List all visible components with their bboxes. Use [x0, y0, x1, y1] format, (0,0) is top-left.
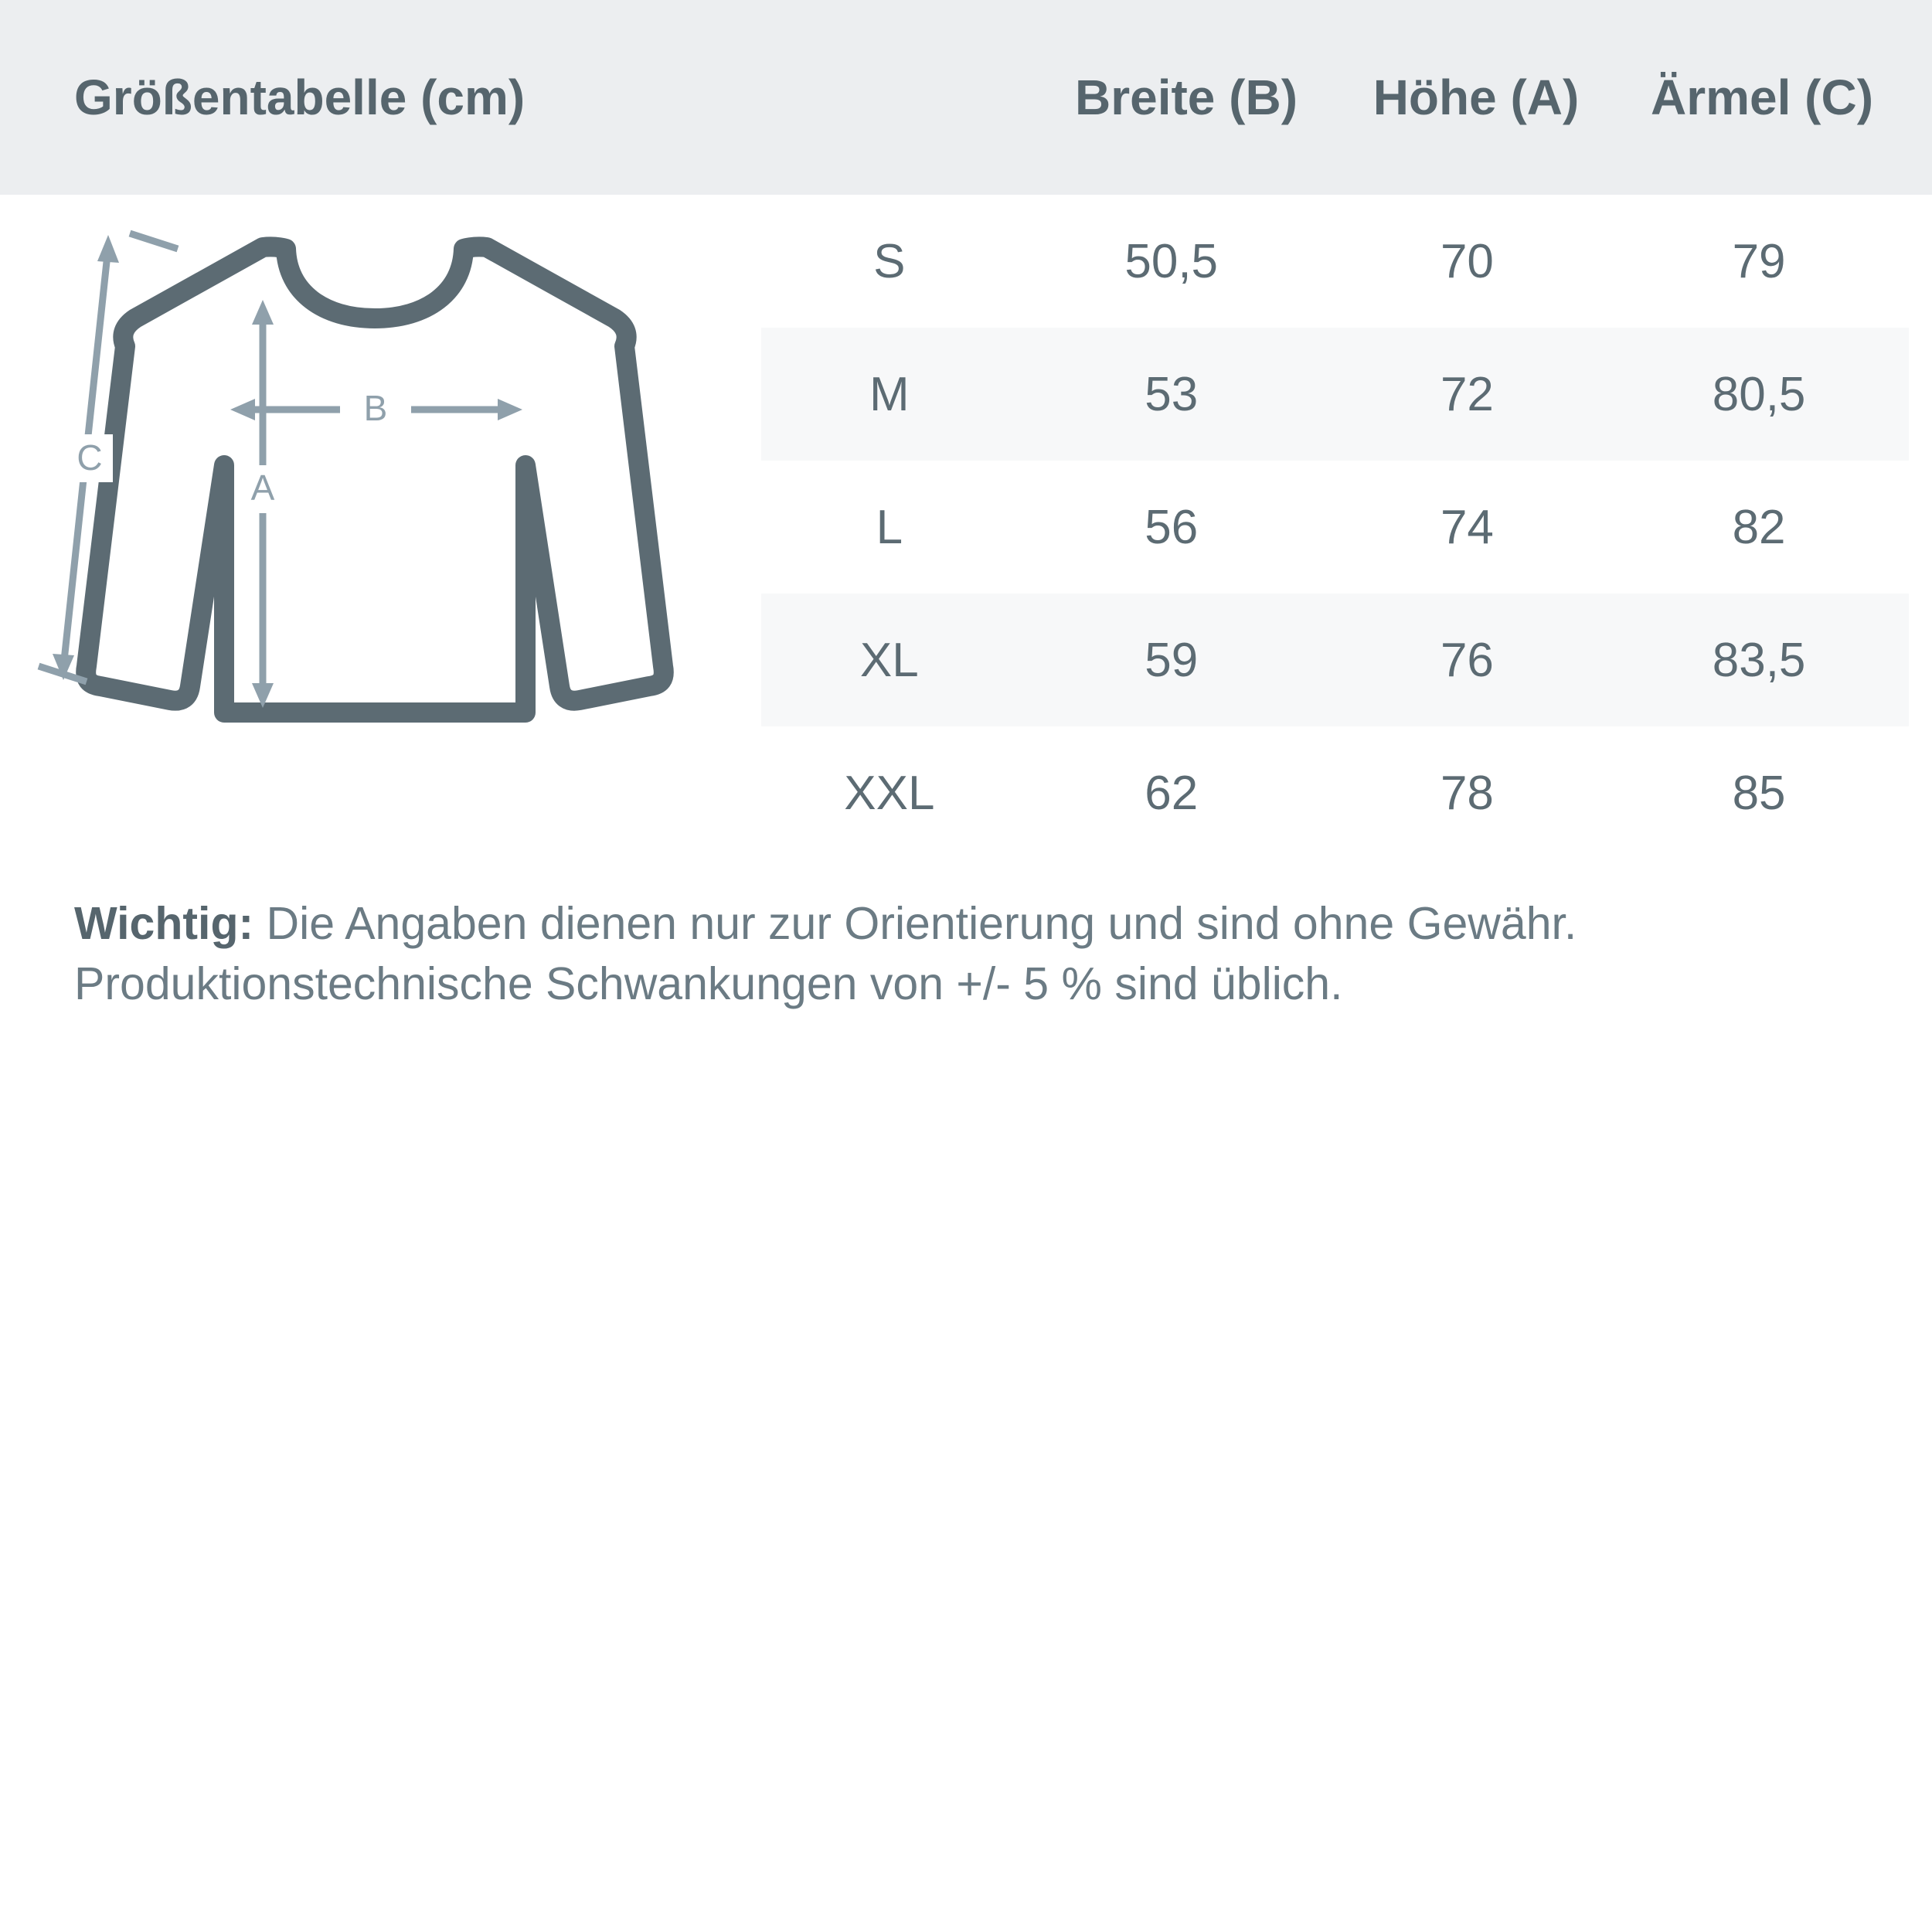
size-table [761, 195, 1909, 859]
table-row [761, 328, 1909, 461]
cell-hoehe: 72 [1325, 328, 1609, 461]
cell-breite: 56 [1145, 500, 1199, 554]
header-column-group [1036, 69, 1932, 126]
cell-aermel: 85 [1732, 766, 1786, 820]
cell-hoehe: 74 [1440, 500, 1494, 554]
cell-size: XL [761, 594, 1018, 726]
cell-aermel: 80,5 [1609, 328, 1909, 461]
column-header-hoehe: Höhe (A) [1372, 70, 1580, 125]
cell-hoehe: 76 [1325, 594, 1609, 726]
garment-diagram [0, 195, 761, 813]
cell-breite: 53 [1018, 328, 1325, 461]
table-row [761, 461, 1909, 594]
cell-aermel: 83,5 [1609, 594, 1909, 726]
cell-breite: 50,5 [1124, 234, 1219, 288]
height-label: A [250, 468, 275, 508]
cell-size: L [876, 500, 903, 554]
sleeve-label: C [77, 437, 103, 478]
cell-size: XXL [844, 766, 935, 820]
disclaimer-label: Wichtig: [74, 898, 254, 949]
disclaimer-note [0, 859, 1932, 1015]
size-chart-header [0, 0, 1932, 195]
table-row [761, 195, 1909, 328]
cell-size: M [761, 328, 1018, 461]
cell-breite: 59 [1018, 594, 1325, 726]
table-row [761, 726, 1909, 859]
cell-aermel: 82 [1732, 500, 1786, 554]
cell-hoehe: 70 [1440, 234, 1494, 288]
longsleeve-shirt-icon [31, 210, 726, 767]
cell-aermel: 79 [1732, 234, 1786, 288]
disclaimer-text: Die Angaben dienen nur zur Orientierung und sind ohne Gewähr. Produktionstechnische Schwankungen von +/- 5 % sind üblich. [74, 898, 1577, 1009]
cell-hoehe: 78 [1440, 766, 1494, 820]
table-row [761, 594, 1909, 726]
column-header-breite: Breite (B) [1074, 70, 1298, 125]
cell-breite: 62 [1145, 766, 1199, 820]
size-chart-body [0, 195, 1932, 859]
column-header-aermel: Ärmel (C) [1650, 70, 1874, 125]
cell-size: S [873, 234, 906, 288]
size-table-wrap [761, 195, 1932, 859]
width-label: B [363, 388, 388, 428]
page-title: Größentabelle (cm) [74, 70, 526, 125]
